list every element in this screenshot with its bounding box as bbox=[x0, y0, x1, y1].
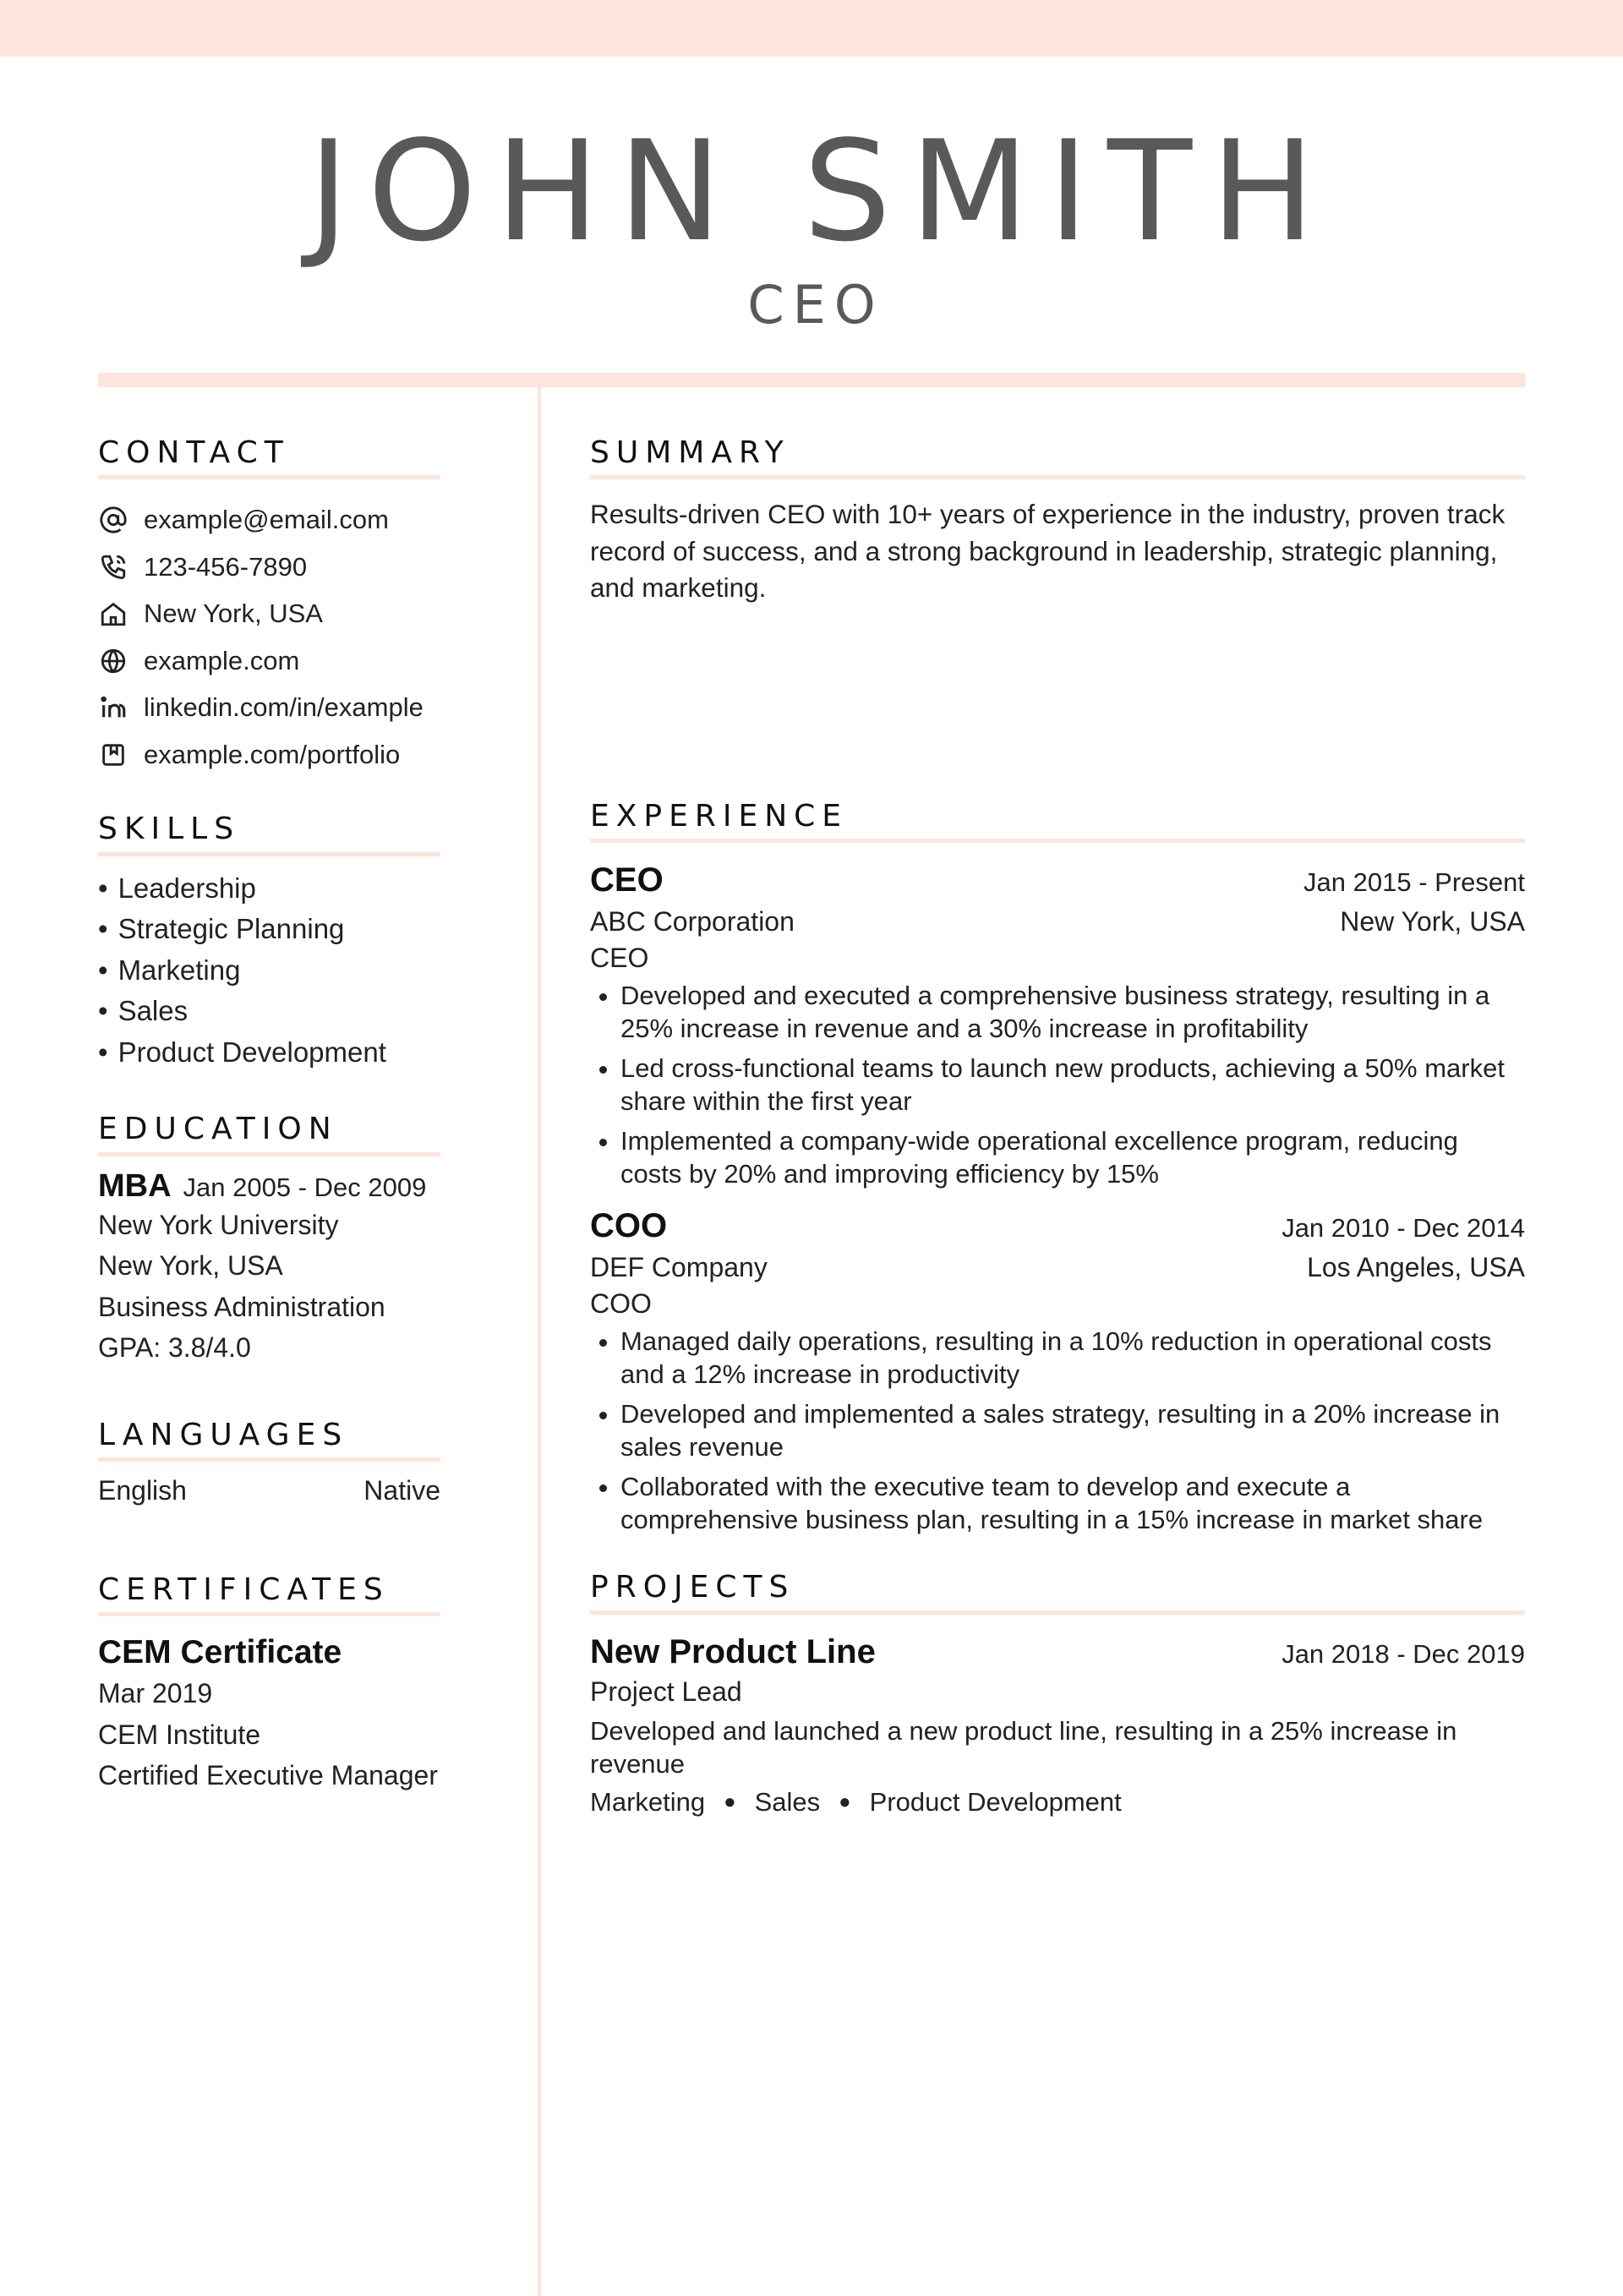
job-dates: Jan 2015 - Present bbox=[1303, 867, 1525, 898]
job-bullet: • Developed and executed a comprehensive business strategy, resulting in a 25% increase in revenue and a 30% increase in profitability bbox=[620, 979, 1525, 1045]
certificate-description: Certified Executive Manager bbox=[98, 1760, 438, 1791]
job-company: ABC Corporation bbox=[590, 906, 795, 938]
job-dates: Jan 2010 - Dec 2014 bbox=[1281, 1213, 1525, 1244]
tag-separator: ● bbox=[839, 1790, 851, 1813]
job-location: New York, USA bbox=[1340, 906, 1525, 938]
section-title-contact: CONTACT bbox=[98, 435, 440, 479]
education-school: New York University bbox=[98, 1209, 339, 1240]
job-company: DEF Company bbox=[590, 1252, 768, 1283]
skill-item: • Product Development bbox=[98, 1032, 440, 1074]
job-company-row bbox=[590, 906, 1525, 938]
job-bullet: • Collaborated with the executive team to develop and execute a comprehensive business plan, resulting in a 15% increase in market share bbox=[620, 1470, 1525, 1536]
language-level: Native bbox=[363, 1475, 440, 1506]
section-title-experience: EXPERIENCE bbox=[590, 799, 1525, 843]
right-column bbox=[590, 435, 1525, 1818]
job-bullet: • Managed daily operations, resulting in a 10% reduction in operational costs and a 12% increase in productivity bbox=[620, 1325, 1525, 1391]
portfolio-icon bbox=[98, 740, 128, 770]
project-role: Project Lead bbox=[590, 1676, 742, 1707]
education-section bbox=[98, 1112, 440, 1368]
section-title-projects: PROJECTS bbox=[590, 1570, 1525, 1614]
education-location: New York, USA bbox=[98, 1250, 283, 1282]
contact-phone[interactable] bbox=[98, 544, 440, 591]
left-column bbox=[98, 435, 440, 1796]
certificate-issuer: CEM Institute bbox=[98, 1719, 261, 1750]
education-field: Business Administration bbox=[98, 1291, 385, 1322]
top-accent-bar bbox=[0, 0, 1623, 57]
section-title-education: EDUCATION bbox=[98, 1112, 440, 1156]
contact-linkedin-text: linkedin.com/in/example bbox=[144, 692, 424, 723]
project-name: New Product Line bbox=[590, 1632, 876, 1670]
at-icon bbox=[98, 505, 128, 535]
contact-location bbox=[98, 590, 440, 637]
section-title-summary: SUMMARY bbox=[590, 435, 1525, 479]
project-tag: Sales bbox=[754, 1786, 821, 1817]
job-title: CEO bbox=[590, 861, 664, 899]
job-entry bbox=[590, 861, 1525, 1190]
contact-website[interactable] bbox=[98, 637, 440, 685]
project-tag: Product Development bbox=[869, 1786, 1122, 1817]
language-row bbox=[98, 1475, 440, 1506]
education-gpa: GPA: 3.8/4.0 bbox=[98, 1332, 251, 1364]
language-name: English bbox=[98, 1475, 187, 1506]
contact-portfolio[interactable] bbox=[98, 731, 440, 779]
skill-item: • Leadership bbox=[98, 868, 440, 910]
certificate-date: Mar 2019 bbox=[98, 1678, 213, 1709]
job-bullets bbox=[590, 1325, 1525, 1536]
contact-list bbox=[98, 496, 440, 778]
candidate-name: JOHN SMITH bbox=[308, 111, 1334, 272]
contact-portfolio-text: example.com/portfolio bbox=[144, 739, 401, 769]
summary-section bbox=[590, 435, 1525, 799]
education-dates: Jan 2005 - Dec 2009 bbox=[183, 1172, 427, 1202]
project-tag: Marketing bbox=[590, 1786, 706, 1817]
candidate-role: CEO bbox=[747, 274, 884, 336]
job-company-row bbox=[590, 1252, 1525, 1283]
contact-website-text: example.com bbox=[144, 645, 300, 675]
summary-text: Results-driven CEO with 10+ years of experience in the industry, proven track record of success, and a strong background in leadership, strategic planning, and marketing. bbox=[590, 499, 1506, 604]
experience-section bbox=[590, 799, 1525, 1536]
job-entry bbox=[590, 1207, 1525, 1536]
skills-section bbox=[98, 812, 440, 1073]
job-role: CEO bbox=[590, 943, 649, 974]
project-description: Developed and launched a new product line, resulting in a 25% increase in revenue bbox=[590, 1715, 1457, 1779]
job-bullets bbox=[590, 979, 1525, 1190]
section-title-certificates: CERTIFICATES bbox=[98, 1572, 440, 1616]
project-tags bbox=[590, 1787, 1525, 1818]
project-dates: Jan 2018 - Dec 2019 bbox=[1281, 1638, 1525, 1669]
contact-phone-text: 123-456-7890 bbox=[144, 551, 308, 582]
job-header bbox=[590, 861, 1525, 899]
job-title: COO bbox=[590, 1207, 668, 1245]
job-bullet: • Implemented a company-wide operational excellence program, reducing costs by 20% and improving efficiency by 15% bbox=[620, 1124, 1525, 1190]
projects-section bbox=[590, 1570, 1525, 1817]
certificates-section bbox=[98, 1572, 440, 1796]
linkedin-icon bbox=[98, 692, 128, 723]
contact-email-text: example@email.com bbox=[144, 505, 389, 535]
education-degree: MBA bbox=[98, 1167, 172, 1204]
contact-linkedin[interactable] bbox=[98, 684, 440, 731]
column-divider bbox=[538, 387, 541, 2296]
job-bullet: • Developed and implemented a sales strategy, resulting in a 20% increase in sales revenue bbox=[620, 1397, 1525, 1463]
tag-separator: ● bbox=[724, 1790, 736, 1813]
skills-list bbox=[98, 868, 440, 1074]
job-location: Los Angeles, USA bbox=[1307, 1252, 1525, 1283]
contact-email[interactable] bbox=[98, 496, 440, 544]
header-divider bbox=[98, 373, 1525, 387]
skill-item: • Strategic Planning bbox=[98, 909, 440, 950]
contact-section bbox=[98, 435, 440, 778]
skill-item: • Sales bbox=[98, 991, 440, 1032]
project-header bbox=[590, 1633, 1525, 1671]
section-title-languages: LANGUAGES bbox=[98, 1418, 440, 1462]
section-title-skills: SKILLS bbox=[98, 812, 440, 856]
job-header bbox=[590, 1207, 1525, 1245]
home-icon bbox=[98, 599, 128, 629]
education-header bbox=[98, 1168, 440, 1205]
contact-location-text: New York, USA bbox=[144, 599, 323, 629]
phone-icon bbox=[98, 552, 128, 582]
job-bullet: • Led cross-functional teams to launch new products, achieving a 50% market share within the first year bbox=[620, 1052, 1525, 1118]
job-role: COO bbox=[590, 1288, 652, 1320]
languages-section bbox=[98, 1418, 440, 1506]
globe-icon bbox=[98, 646, 128, 676]
skill-item: • Marketing bbox=[98, 950, 440, 992]
certificate-name: CEM Certificate bbox=[98, 1634, 342, 1671]
